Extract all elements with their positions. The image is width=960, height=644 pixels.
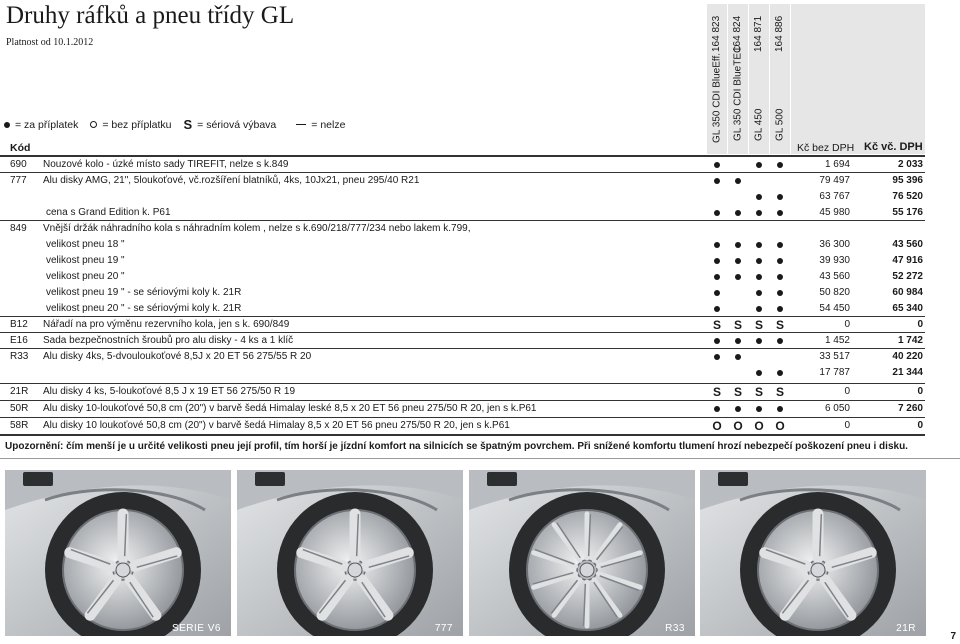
availability-cell (749, 237, 769, 253)
availability-cell (770, 333, 790, 349)
wheel-caption: 21R (896, 623, 916, 634)
filled-dot-icon (735, 178, 741, 184)
divider (0, 458, 960, 459)
wheel-illustration (237, 470, 463, 636)
no-charge-o-mark: O (775, 419, 785, 433)
model-name: GL 350 CDI BlueTEC (732, 45, 744, 141)
dash-icon (296, 124, 306, 126)
availability-cell (770, 205, 790, 221)
page-number: 7 (950, 631, 956, 642)
option-code: B12 (10, 319, 28, 330)
price-inc-vat: 7 260 (897, 403, 923, 414)
serial-s-mark: S (775, 318, 784, 332)
availability-cell (728, 269, 748, 285)
option-description: Sada bezpečnostních šroubů pro alu disky - 4 ks a 1 klíč (43, 335, 294, 346)
filled-dot-icon (777, 274, 783, 280)
price-ex-vat: 79 497 (819, 175, 850, 186)
option-description: Nouzové kolo - úzké místo sady TIREFIT, nelze s k.849 (43, 159, 289, 170)
filled-dot-icon (756, 194, 762, 200)
serial-s-mark: S (712, 385, 721, 399)
availability-cell (770, 221, 790, 237)
option-code: 777 (10, 175, 27, 186)
wheel-photo (237, 470, 463, 636)
filled-dot-icon (777, 162, 783, 168)
wheel-caption: SERIE V6 (171, 623, 221, 634)
table-row (0, 205, 925, 221)
wheel-illustration (700, 470, 926, 636)
wheel-photo (5, 470, 231, 636)
availability-cell (749, 173, 769, 189)
availability-cell (728, 365, 748, 381)
filled-dot-icon (714, 354, 720, 360)
availability-cell (749, 285, 769, 301)
availability-cell (749, 301, 769, 317)
availability-cell (707, 157, 727, 173)
availability-cell (749, 349, 769, 365)
option-code: 50R (10, 403, 29, 414)
availability-cell (707, 365, 727, 381)
filled-dot-icon (714, 210, 720, 216)
filled-dot-icon (756, 370, 762, 376)
filled-dot-icon (735, 258, 741, 264)
availability-cell (707, 301, 727, 317)
price-header-bg (791, 4, 925, 154)
availability-cell (707, 221, 727, 237)
availability-cell (770, 253, 790, 269)
option-description: Alu disky AMG, 21", 5loukoťové, vč.rozšíření blatníků, 4ks, 10Jx21, pneu 295/40 R21 (43, 175, 420, 186)
filled-dot-icon (777, 306, 783, 312)
legend-dash (296, 119, 345, 131)
option-code: 849 (10, 223, 27, 234)
table-row (0, 317, 925, 333)
table-row (0, 301, 925, 317)
option-code: 58R (10, 420, 29, 431)
availability-cell (770, 317, 790, 333)
model-code: 164 823 (711, 15, 722, 52)
price-inc-vat: 0 (917, 386, 923, 397)
availability-cell (770, 173, 790, 189)
model-code: 164 871 (753, 15, 764, 52)
availability-cell (770, 365, 790, 381)
serial-s-mark: S (733, 318, 742, 332)
filled-dot-icon (714, 406, 720, 412)
price-ex-vat: 0 (844, 386, 850, 397)
option-description: velikost pneu 19 " (46, 255, 125, 266)
filled-dot-icon (777, 194, 783, 200)
filled-dot-icon (735, 210, 741, 216)
legend-s (184, 117, 277, 132)
availability-cell (728, 401, 748, 417)
filled-dot-icon (714, 258, 720, 264)
table-row (0, 253, 925, 269)
open-circle-icon (90, 121, 97, 128)
table-row (0, 189, 925, 205)
page-title: Druhy ráfků a pneu třídy GL (6, 2, 295, 29)
availability-cell (707, 285, 727, 301)
price-ex-vat: 17 787 (819, 367, 850, 378)
serial-s-mark: S (733, 385, 742, 399)
price-inc-vat: 65 340 (892, 303, 923, 314)
price-inc-vat: 52 272 (892, 271, 923, 282)
filled-dot-icon (756, 162, 762, 168)
filled-dot-icon (4, 122, 10, 128)
availability-cell (707, 333, 727, 349)
availability-cell (770, 349, 790, 365)
price-inc-vat: 55 176 (892, 207, 923, 218)
availability-cell (770, 301, 790, 317)
availability-cell (749, 205, 769, 221)
availability-cell (770, 418, 790, 434)
availability-cell (728, 157, 748, 173)
filled-dot-icon (714, 306, 720, 312)
availability-cell (707, 317, 727, 333)
model-code: 164 824 (732, 15, 743, 52)
option-description: Vnější držák náhradního kola s náhradním kolem , nelze s k.690/218/777/234 nebo lakem k.799, (43, 223, 471, 234)
wheel-illustration (5, 470, 231, 636)
filled-dot-icon (777, 258, 783, 264)
price-inc-vat: 40 220 (892, 351, 923, 362)
column-header-price-ex-vat: Kč bez DPH (797, 142, 855, 154)
filled-dot-icon (756, 406, 762, 412)
table-row (0, 418, 925, 434)
legend-s-label: = sériová výbava (197, 118, 277, 131)
filled-dot-icon (756, 306, 762, 312)
option-code: E16 (10, 335, 28, 346)
availability-cell (707, 349, 727, 365)
model-name: GL 450 (753, 108, 765, 141)
availability-cell (770, 285, 790, 301)
price-ex-vat: 50 820 (819, 287, 850, 298)
legend-ring-label: = bez příplatku (102, 118, 172, 131)
availability-cell (707, 418, 727, 434)
table-row (0, 221, 925, 237)
filled-dot-icon (777, 338, 783, 344)
availability-cell (749, 418, 769, 434)
option-description: Alu disky 4 ks, 5-loukoťové 8,5 J x 19 ET 56 275/50 R 19 (43, 386, 296, 397)
table-row (0, 401, 925, 417)
availability-cell (707, 269, 727, 285)
table-row (0, 333, 925, 349)
model-code: 164 886 (774, 15, 785, 52)
availability-cell (728, 285, 748, 301)
table-row (0, 173, 925, 189)
availability-cell (728, 317, 748, 333)
availability-cell (749, 157, 769, 173)
availability-cell (707, 237, 727, 253)
availability-cell (749, 269, 769, 285)
price-ex-vat: 1 452 (824, 335, 850, 346)
availability-cell (728, 418, 748, 434)
availability-cell (728, 189, 748, 205)
filled-dot-icon (777, 406, 783, 412)
price-ex-vat: 36 300 (819, 239, 850, 250)
availability-cell (749, 317, 769, 333)
legend-ring (90, 119, 171, 131)
option-description: Nářadí na pro výměnu rezervního kola, jen s k. 690/849 (43, 319, 290, 330)
price-inc-vat: 60 984 (892, 287, 923, 298)
availability-cell (770, 157, 790, 173)
wheel-caption: 777 (434, 623, 453, 634)
no-charge-o-mark: O (733, 419, 743, 433)
legend (4, 117, 357, 132)
availability-cell (728, 173, 748, 189)
price-ex-vat: 0 (844, 420, 850, 431)
filled-dot-icon (735, 338, 741, 344)
option-description: velikost pneu 19 " - se sériovými koly k. 21R (46, 287, 242, 298)
warning-note: Upozornění: čím menší je u určité velikosti pneu její profil, tím horší je jízdní komfort na silnicích se špatným povrchem. Při snížené komfortu tlumení hrozí nebezpečí poškození pneu i disku. (5, 441, 908, 452)
availability-cell (728, 384, 748, 400)
availability-cell (749, 365, 769, 381)
availability-cell (749, 333, 769, 349)
no-charge-o-mark: O (712, 419, 722, 433)
wheel-photo (469, 470, 695, 636)
availability-cell (770, 189, 790, 205)
option-description: velikost pneu 18 " (46, 239, 125, 250)
option-description: velikost pneu 20 " (46, 271, 125, 282)
table-row (0, 269, 925, 285)
legend-dot (4, 119, 78, 131)
serial-s-mark: S (775, 385, 784, 399)
availability-cell (770, 237, 790, 253)
table-row (0, 365, 925, 381)
price-ex-vat: 39 930 (819, 255, 850, 266)
availability-cell (707, 189, 727, 205)
option-code: R33 (10, 351, 29, 362)
price-inc-vat: 21 344 (892, 367, 923, 378)
availability-cell (749, 401, 769, 417)
option-description: Alu disky 10-loukoťové 50,8 cm (20") v barvě šedá Himalay leské 8,5 x 20 ET 56 pneu 275/50 R 20, jen s k.P61 (43, 403, 537, 414)
filled-dot-icon (756, 258, 762, 264)
availability-cell (728, 301, 748, 317)
price-inc-vat: 95 396 (892, 175, 923, 186)
availability-cell (749, 221, 769, 237)
filled-dot-icon (714, 274, 720, 280)
availability-cell (707, 173, 727, 189)
table-row (0, 285, 925, 301)
filled-dot-icon (756, 210, 762, 216)
column-header-price-inc-vat: Kč vč. DPH (864, 141, 923, 153)
option-description: Alu disky 4ks, 5-dvouloukoťové 8,5J x 20 ET 56 275/55 R 20 (43, 351, 312, 362)
filled-dot-icon (714, 178, 720, 184)
filled-dot-icon (777, 370, 783, 376)
table-row (0, 349, 925, 365)
model-name: GL 350 CDI BlueEff. (711, 52, 723, 143)
availability-cell (728, 205, 748, 221)
price-ex-vat: 45 980 (819, 207, 850, 218)
filled-dot-icon (735, 354, 741, 360)
availability-cell (749, 253, 769, 269)
availability-cell (749, 384, 769, 400)
filled-dot-icon (714, 242, 720, 248)
availability-cell (707, 384, 727, 400)
availability-cell (770, 401, 790, 417)
option-description: cena s Grand Edition k. P61 (46, 207, 171, 218)
model-name: GL 500 (774, 108, 786, 141)
filled-dot-icon (735, 406, 741, 412)
price-inc-vat: 0 (917, 319, 923, 330)
availability-cell (770, 384, 790, 400)
price-ex-vat: 54 450 (819, 303, 850, 314)
serial-s-mark: S (712, 318, 721, 332)
wheel-photo (700, 470, 926, 636)
filled-dot-icon (714, 162, 720, 168)
price-ex-vat: 6 050 (824, 403, 850, 414)
option-description: velikost pneu 20 " - se sériovými koly k. 21R (46, 303, 242, 314)
filled-dot-icon (756, 338, 762, 344)
price-ex-vat: 33 517 (819, 351, 850, 362)
availability-cell (749, 189, 769, 205)
validity-date: Platnost od 10.1.2012 (6, 37, 94, 48)
legend-dash-label: = nelze (311, 118, 346, 131)
filled-dot-icon (756, 274, 762, 280)
price-ex-vat: 0 (844, 319, 850, 330)
price-inc-vat: 76 520 (892, 191, 923, 202)
availability-cell (770, 269, 790, 285)
legend-dot-label: = za příplatek (15, 118, 79, 131)
price-ex-vat: 43 560 (819, 271, 850, 282)
price-inc-vat: 0 (917, 420, 923, 431)
filled-dot-icon (735, 242, 741, 248)
serial-s-mark: S (754, 385, 763, 399)
column-header-kod: Kód (10, 142, 31, 154)
availability-cell (707, 253, 727, 269)
price-inc-vat: 1 742 (897, 335, 923, 346)
no-charge-o-mark: O (754, 419, 764, 433)
serial-s-mark: S (754, 318, 763, 332)
price-ex-vat: 1 694 (824, 159, 850, 170)
wheel-caption: R33 (665, 623, 685, 634)
filled-dot-icon (714, 338, 720, 344)
filled-dot-icon (756, 290, 762, 296)
filled-dot-icon (714, 290, 720, 296)
table-row (0, 384, 925, 400)
price-ex-vat: 63 767 (819, 191, 850, 202)
availability-cell (707, 205, 727, 221)
serial-s-icon: S (183, 117, 193, 132)
availability-cell (707, 401, 727, 417)
filled-dot-icon (777, 210, 783, 216)
filled-dot-icon (777, 290, 783, 296)
availability-cell (728, 253, 748, 269)
table-row (0, 157, 925, 173)
availability-cell (728, 349, 748, 365)
filled-dot-icon (777, 242, 783, 248)
price-inc-vat: 2 033 (897, 159, 923, 170)
price-inc-vat: 43 560 (892, 239, 923, 250)
availability-cell (728, 333, 748, 349)
option-description: Alu disky 10 loukoťové 50,8 cm (20") v barvě šedá Himalay 8,5 x 20 ET 56 pneu 275/50 R 20, jen s k.P61 (43, 420, 510, 431)
price-inc-vat: 47 916 (892, 255, 923, 266)
table-rule (0, 434, 925, 436)
option-code: 21R (10, 386, 29, 397)
table-row (0, 237, 925, 253)
wheel-illustration (469, 470, 695, 636)
filled-dot-icon (756, 242, 762, 248)
availability-cell (728, 237, 748, 253)
availability-cell (728, 221, 748, 237)
filled-dot-icon (735, 274, 741, 280)
option-code: 690 (10, 159, 27, 170)
